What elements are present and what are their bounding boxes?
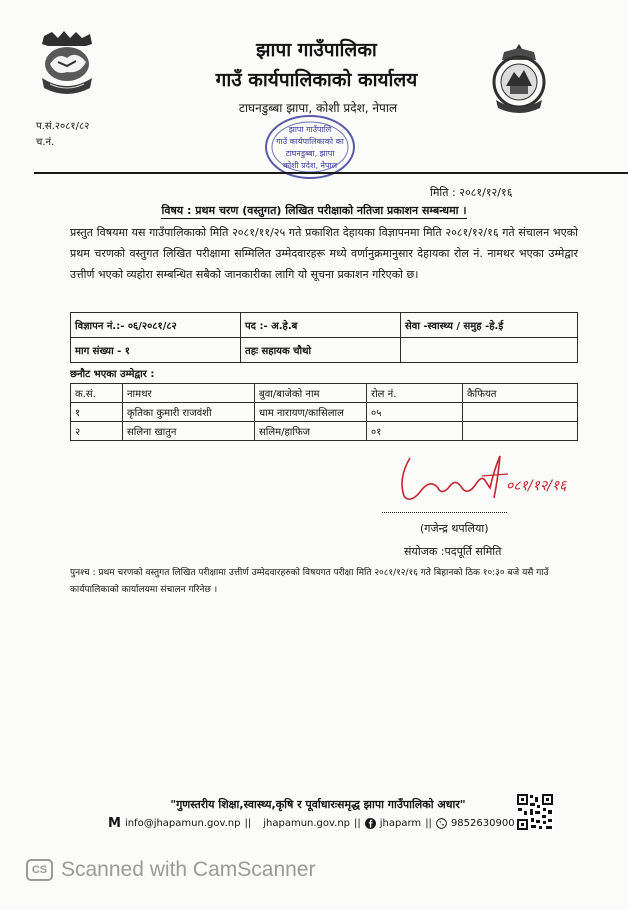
handwritten-signature — [390, 448, 590, 508]
table-row — [71, 313, 578, 338]
footer-motto: "गुणस्तरीय शिक्षा,स्वास्थ्य,कृषि र पूर्वाधारःसमृद्ध झापा गाउँपालिको अधार" — [170, 798, 466, 811]
footer-facebook[interactable]: jhaparm — [379, 818, 422, 829]
stamp-line-1: झापा गाउँपालि — [288, 125, 332, 134]
notice-body: प्रस्तुत विषयमा यस गाउँपालिकाको मिति २०८१/११/२५ गते प्रकाशित देहायका विज्ञापनमा मिति २०८१/१२/१६ गते संचालन भएको प्रथम चरणको वस्तुगत लिखित परीक्षामा सम्मिलित उम्मेदवारहरू मध्ये वर्णानुक्रमानुसार देहायका रोल नं. नामथर भएका उम्मेद्वार उत्तीर्ण भएको व्यहोरा सम्बन्धित सबैको जानकारीका लागि यो सूचना प्रकाशन गरिएको छ। — [70, 226, 578, 281]
table-cell: कृतिका कुमारी राजवंशी — [123, 403, 255, 422]
office-name-line-1: झापा गाउँपालिका — [256, 39, 377, 61]
signatory-name: (गजेन्द्र थपलिया) — [420, 522, 489, 535]
empty-cell — [401, 338, 578, 363]
table-cell: २ — [71, 422, 123, 441]
camscanner-watermark — [26, 858, 315, 882]
camscanner-text: Scanned with CamScanner — [61, 858, 316, 881]
office-address: टाघनडुब्बा झापा, कोशी प्रदेश, नेपाल — [238, 101, 398, 115]
table-cell: ०५ — [367, 403, 463, 422]
header-divider — [34, 172, 628, 174]
separator: || — [425, 818, 432, 829]
dispatch-number: च.नं. — [36, 137, 55, 148]
demand-count-cell: माग संख्या - १ — [71, 338, 241, 363]
advertisement-info-table — [70, 312, 578, 363]
postscript-note: पुनश्च : प्रथम चरणको वस्तुगत लिखित परीक्षामा उत्तीर्ण उम्मेदवारहरुको विषयगत परीक्षा मिति २०८१/१२/१६ गते बिहानको ठिक १०:३० बजे यसै गाउँ कार्यपालिकाको कार्यालयमा संचालन गरिनेछ । — [70, 568, 549, 595]
mail-icon: M — [108, 816, 121, 831]
subject-text: विषय : प्रथम चरण (वस्तुगत) लिखित परीक्षाको नतिजा प्रकाशन सम्बन्धमा । — [161, 204, 467, 217]
footer-phone[interactable]: 9852630900 — [450, 818, 515, 829]
footer-website[interactable]: jhapamun.gov.np — [263, 818, 351, 829]
advert-number-cell: विज्ञापन नं.:- ०६/२०८१/८२ — [71, 313, 241, 338]
table-header-row — [71, 384, 578, 403]
subject-line — [0, 203, 628, 218]
table-cell — [463, 422, 578, 441]
table-row — [71, 338, 578, 363]
qr-code[interactable] — [516, 793, 554, 831]
table-cell — [463, 403, 578, 422]
stamp-line-2: गाउँ कार्यपालिकाको का — [276, 137, 344, 146]
footer-email[interactable]: info@jhapamun.gov.np — [124, 818, 241, 829]
stamp-line-4: कोशी प्रदेश, नेपाल — [282, 161, 338, 170]
column-header: रोल नं. — [367, 384, 463, 403]
stamp-line-3: टाघनडुब्बा, झापा — [285, 149, 335, 158]
table-cell: धाम नारायण/कासिलाल — [255, 403, 367, 422]
signature-line — [382, 512, 507, 513]
facebook-icon — [365, 818, 376, 829]
column-header: नामथर — [123, 384, 255, 403]
separator: || — [244, 818, 252, 829]
separator: || — [354, 818, 361, 829]
service-cell: सेवा -स्वास्थ्य / समुह -हे.ई — [401, 313, 578, 338]
column-header: कैफियत — [463, 384, 578, 403]
selected-candidates-label: छनौट भएका उम्मेद्वार : — [70, 369, 155, 380]
post-cell: पद :- अ.हे.ब — [241, 313, 401, 338]
letter-number: प.सं.२०८१/८२ — [36, 121, 90, 132]
column-header: क.सं. — [71, 384, 123, 403]
camscanner-logo-icon: CS — [26, 859, 53, 881]
table-cell: ०१ — [367, 422, 463, 441]
table-row — [71, 403, 578, 422]
office-name-line-2: गाउँ कार्यपालिकाको कार्यालय — [215, 69, 418, 91]
level-cell: तहः सहायक चौथो — [241, 338, 401, 363]
table-row — [71, 422, 578, 441]
signatory-title: संयोजक :पदपूर्ति समिति — [404, 545, 502, 558]
table-cell: सलिम/हाफिज — [255, 422, 367, 441]
phone-icon — [436, 818, 447, 829]
column-header: बुवा/बाजेको नाम — [255, 384, 367, 403]
table-cell: १ — [71, 403, 123, 422]
footer-contact — [108, 816, 515, 831]
signature-date: ०८१/१२/१६ — [506, 478, 567, 494]
letter-date: मिति : २०८१/१२/१६ — [430, 186, 513, 199]
candidates-table — [70, 383, 578, 441]
table-cell: सलिना खातुन — [123, 422, 255, 441]
